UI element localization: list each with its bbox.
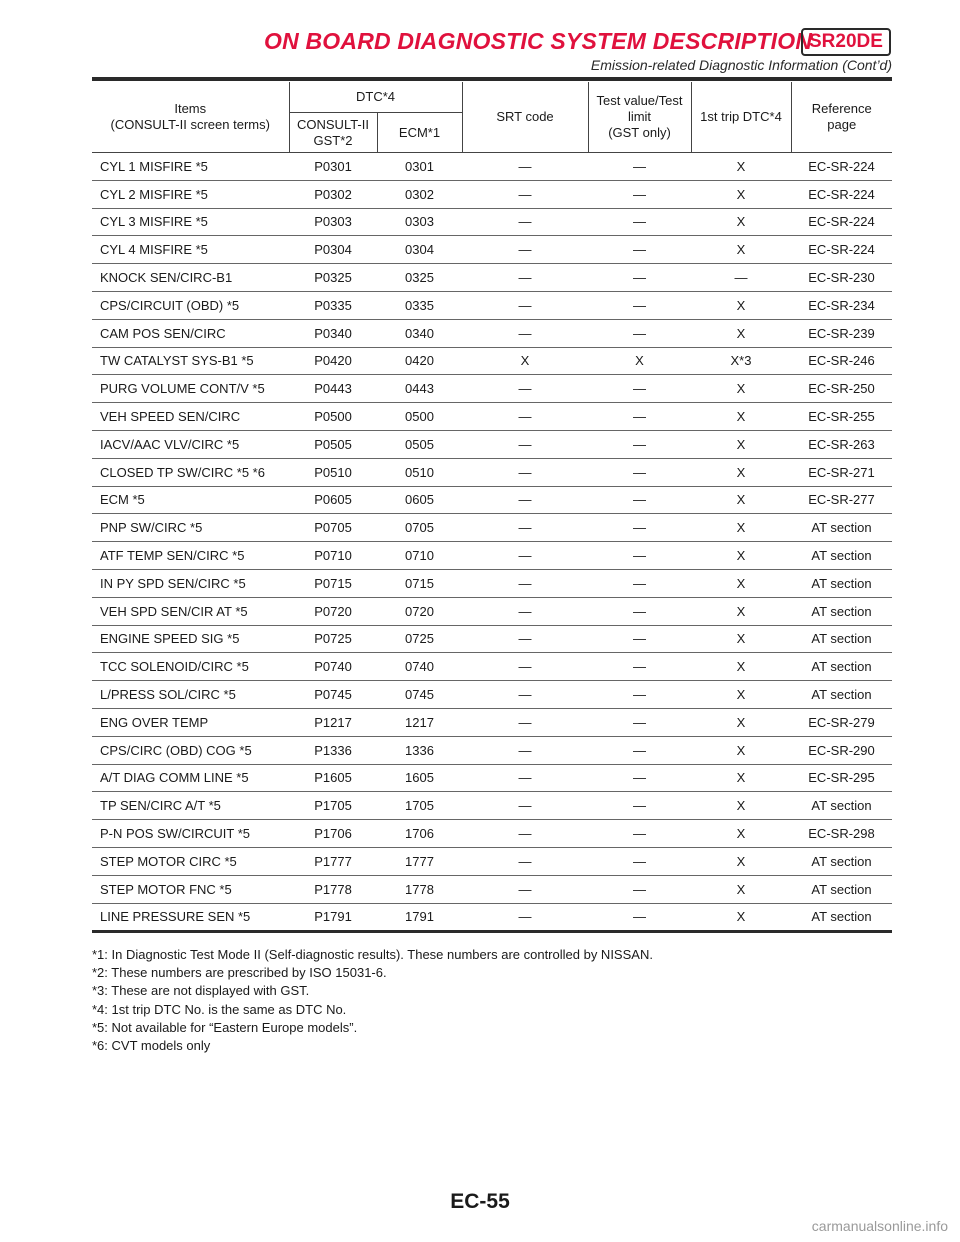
test-value-cell: —	[588, 153, 691, 181]
first-trip-cell: X	[691, 736, 791, 764]
srt-code-cell: X	[462, 347, 588, 375]
table-row	[92, 847, 892, 875]
table-row	[92, 708, 892, 736]
ecm-code-cell: 0510	[377, 458, 462, 486]
table-row	[92, 291, 892, 319]
reference-cell: EC-SR-298	[791, 820, 892, 848]
first-trip-cell: X	[691, 681, 791, 709]
reference-cell: EC-SR-263	[791, 430, 892, 458]
reference-cell: EC-SR-279	[791, 708, 892, 736]
test-value-cell: —	[588, 708, 691, 736]
item-cell: CLOSED TP SW/CIRC *5 *6	[92, 458, 289, 486]
item-cell: TCC SOLENOID/CIRC *5	[92, 653, 289, 681]
test-value-cell: —	[588, 820, 691, 848]
first-trip-cell: X	[691, 208, 791, 236]
first-trip-cell: X	[691, 542, 791, 570]
table-row	[92, 542, 892, 570]
srt-code-cell: —	[462, 291, 588, 319]
consult-code-cell: P0420	[289, 347, 377, 375]
footnote-item: *4: 1st trip DTC No. is the same as DTC No.	[92, 1001, 347, 1017]
first-trip-cell: X	[691, 403, 791, 431]
ecm-code-cell: 0745	[377, 681, 462, 709]
reference-cell: EC-SR-255	[791, 403, 892, 431]
srt-code-cell: —	[462, 597, 588, 625]
reference-cell: EC-SR-224	[791, 236, 892, 264]
srt-code-cell: —	[462, 264, 588, 292]
first-trip-cell: X	[691, 903, 791, 932]
header-reference-page: Reference page	[791, 82, 892, 153]
consult-code-cell: P1705	[289, 792, 377, 820]
first-trip-cell: X	[691, 792, 791, 820]
ecm-code-cell: 0303	[377, 208, 462, 236]
item-cell: ECM *5	[92, 486, 289, 514]
reference-cell: AT section	[791, 681, 892, 709]
test-value-cell: —	[588, 458, 691, 486]
item-cell: LINE PRESSURE SEN *5	[92, 903, 289, 932]
ecm-code-cell: 0304	[377, 236, 462, 264]
consult-code-cell: P1605	[289, 764, 377, 792]
header-first-trip-dtc: 1st trip DTC*4	[691, 82, 791, 153]
test-value-cell: —	[588, 875, 691, 903]
dtc-table	[92, 82, 892, 933]
header-rule	[92, 77, 892, 81]
first-trip-cell: X	[691, 847, 791, 875]
table-row	[92, 764, 892, 792]
item-cell: ATF TEMP SEN/CIRC *5	[92, 542, 289, 570]
ecm-code-cell: 0325	[377, 264, 462, 292]
reference-cell: AT section	[791, 625, 892, 653]
item-cell: CYL 1 MISFIRE *5	[92, 153, 289, 181]
consult-code-cell: P0301	[289, 153, 377, 181]
consult-code-cell: P0720	[289, 597, 377, 625]
first-trip-cell: X	[691, 291, 791, 319]
ecm-code-cell: 0720	[377, 597, 462, 625]
consult-code-cell: P1706	[289, 820, 377, 848]
srt-code-cell: —	[462, 458, 588, 486]
consult-code-cell: P1217	[289, 708, 377, 736]
header-consult-gst: CONSULT-II GST*2	[289, 113, 377, 153]
consult-code-cell: P0335	[289, 291, 377, 319]
ecm-code-cell: 0500	[377, 403, 462, 431]
reference-cell: EC-SR-224	[791, 208, 892, 236]
first-trip-cell: X	[691, 458, 791, 486]
srt-code-cell: —	[462, 708, 588, 736]
test-value-cell: —	[588, 486, 691, 514]
reference-cell: AT section	[791, 653, 892, 681]
item-cell: VEH SPEED SEN/CIRC	[92, 403, 289, 431]
header-ecm: ECM*1	[377, 113, 462, 153]
reference-cell: AT section	[791, 792, 892, 820]
test-value-cell: —	[588, 792, 691, 820]
consult-code-cell: P0740	[289, 653, 377, 681]
consult-code-cell: P0302	[289, 180, 377, 208]
consult-code-cell: P0745	[289, 681, 377, 709]
srt-code-cell: —	[462, 319, 588, 347]
test-value-cell: —	[588, 319, 691, 347]
table-row	[92, 153, 892, 181]
item-cell: ENGINE SPEED SIG *5	[92, 625, 289, 653]
first-trip-cell: X	[691, 375, 791, 403]
first-trip-cell: X	[691, 820, 791, 848]
consult-code-cell: P0725	[289, 625, 377, 653]
item-cell: A/T DIAG COMM LINE *5	[92, 764, 289, 792]
first-trip-cell: X	[691, 597, 791, 625]
ecm-code-cell: 0420	[377, 347, 462, 375]
consult-code-cell: P0715	[289, 569, 377, 597]
reference-cell: AT section	[791, 542, 892, 570]
srt-code-cell: —	[462, 208, 588, 236]
srt-code-cell: —	[462, 903, 588, 932]
header-items: Items (CONSULT-II screen terms)	[92, 82, 289, 153]
table-row	[92, 486, 892, 514]
item-cell: CYL 4 MISFIRE *5	[92, 236, 289, 264]
reference-cell: AT section	[791, 903, 892, 932]
first-trip-cell: —	[691, 264, 791, 292]
item-cell: VEH SPD SEN/CIR AT *5	[92, 597, 289, 625]
page-number: EC-55	[450, 1190, 510, 1213]
reference-cell: EC-SR-277	[791, 486, 892, 514]
item-cell: CYL 2 MISFIRE *5	[92, 180, 289, 208]
first-trip-cell: X	[691, 153, 791, 181]
srt-code-cell: —	[462, 875, 588, 903]
reference-cell: AT section	[791, 597, 892, 625]
reference-cell: EC-SR-230	[791, 264, 892, 292]
ecm-code-cell: 1605	[377, 764, 462, 792]
test-value-cell: —	[588, 736, 691, 764]
table-row	[92, 180, 892, 208]
consult-code-cell: P1778	[289, 875, 377, 903]
ecm-code-cell: 1791	[377, 903, 462, 932]
ecm-code-cell: 0443	[377, 375, 462, 403]
item-cell: PURG VOLUME CONT/V *5	[92, 375, 289, 403]
item-cell: CYL 3 MISFIRE *5	[92, 208, 289, 236]
item-cell: TP SEN/CIRC A/T *5	[92, 792, 289, 820]
consult-code-cell: P1336	[289, 736, 377, 764]
test-value-cell: —	[588, 764, 691, 792]
table-row	[92, 875, 892, 903]
ecm-code-cell: 1336	[377, 736, 462, 764]
table-row	[92, 375, 892, 403]
srt-code-cell: —	[462, 625, 588, 653]
test-value-cell: —	[588, 597, 691, 625]
ecm-code-cell: 0340	[377, 319, 462, 347]
table-row	[92, 458, 892, 486]
reference-cell: EC-SR-295	[791, 764, 892, 792]
srt-code-cell: —	[462, 430, 588, 458]
consult-code-cell: P0500	[289, 403, 377, 431]
ecm-code-cell: 0715	[377, 569, 462, 597]
item-cell: ENG OVER TEMP	[92, 708, 289, 736]
ecm-code-cell: 0605	[377, 486, 462, 514]
item-cell: P-N POS SW/CIRCUIT *5	[92, 820, 289, 848]
footnote-item: *6: CVT models only	[92, 1038, 211, 1054]
section-subtitle: Emission-related Diagnostic Information (Cont’d)	[590, 57, 892, 73]
srt-code-cell: —	[462, 375, 588, 403]
first-trip-cell: X	[691, 653, 791, 681]
reference-cell: AT section	[791, 875, 892, 903]
srt-code-cell: —	[462, 236, 588, 264]
table-row	[92, 681, 892, 709]
srt-code-cell: —	[462, 847, 588, 875]
item-cell: IN PY SPD SEN/CIRC *5	[92, 569, 289, 597]
first-trip-cell: X	[691, 569, 791, 597]
ecm-code-cell: 0335	[377, 291, 462, 319]
item-cell: TW CATALYST SYS-B1 *5	[92, 347, 289, 375]
reference-cell: EC-SR-224	[791, 180, 892, 208]
test-value-cell: —	[588, 681, 691, 709]
item-cell: PNP SW/CIRC *5	[92, 514, 289, 542]
test-value-cell: —	[588, 291, 691, 319]
consult-code-cell: P0605	[289, 486, 377, 514]
first-trip-cell: X	[691, 319, 791, 347]
footnote-item: *1: In Diagnostic Test Mode II (Self-diagnostic results). These numbers are controlled by NISSAN.	[92, 947, 653, 962]
reference-cell: EC-SR-246	[791, 347, 892, 375]
test-value-cell: —	[588, 625, 691, 653]
table-row	[92, 430, 892, 458]
footnote-item: *3: These are not displayed with GST.	[92, 983, 310, 999]
consult-code-cell: P0304	[289, 236, 377, 264]
test-value-cell: —	[588, 569, 691, 597]
watermark: carmanualsonline.info	[811, 1218, 948, 1234]
srt-code-cell: —	[462, 653, 588, 681]
item-cell: CAM POS SEN/CIRC	[92, 319, 289, 347]
ecm-code-cell: 0301	[377, 153, 462, 181]
consult-code-cell: P0505	[289, 430, 377, 458]
table-row	[92, 569, 892, 597]
srt-code-cell: —	[462, 403, 588, 431]
table-row	[92, 514, 892, 542]
srt-code-cell: —	[462, 764, 588, 792]
item-cell: L/PRESS SOL/CIRC *5	[92, 681, 289, 709]
srt-code-cell: —	[462, 792, 588, 820]
first-trip-cell: X	[691, 708, 791, 736]
test-value-cell: —	[588, 903, 691, 932]
item-cell: STEP MOTOR CIRC *5	[92, 847, 289, 875]
first-trip-cell: X	[691, 180, 791, 208]
ecm-code-cell: 0302	[377, 180, 462, 208]
test-value-cell: —	[588, 542, 691, 570]
consult-code-cell: P0340	[289, 319, 377, 347]
ecm-code-cell: 0740	[377, 653, 462, 681]
footnote-item: *5: Not available for “Eastern Europe models”.	[92, 1019, 358, 1035]
page-header	[0, 0, 960, 80]
first-trip-cell: X	[691, 430, 791, 458]
srt-code-cell: —	[462, 180, 588, 208]
first-trip-cell: X	[691, 764, 791, 792]
item-cell: KNOCK SEN/CIRC-B1	[92, 264, 289, 292]
table-row	[92, 264, 892, 292]
srt-code-cell: —	[462, 736, 588, 764]
table-row	[92, 625, 892, 653]
consult-code-cell: P0325	[289, 264, 377, 292]
ecm-code-cell: 1777	[377, 847, 462, 875]
table-row	[92, 820, 892, 848]
consult-code-cell: P0705	[289, 514, 377, 542]
reference-cell: AT section	[791, 569, 892, 597]
srt-code-cell: —	[462, 681, 588, 709]
first-trip-cell: X	[691, 625, 791, 653]
table-row	[92, 736, 892, 764]
reference-cell: AT section	[791, 847, 892, 875]
table-row	[92, 792, 892, 820]
header-dtc: DTC*4	[289, 82, 462, 113]
ecm-code-cell: 1778	[377, 875, 462, 903]
reference-cell: EC-SR-239	[791, 319, 892, 347]
srt-code-cell: —	[462, 514, 588, 542]
consult-code-cell: P0303	[289, 208, 377, 236]
consult-code-cell: P0443	[289, 375, 377, 403]
ecm-code-cell: 1706	[377, 820, 462, 848]
ecm-code-cell: 1705	[377, 792, 462, 820]
consult-code-cell: P0710	[289, 542, 377, 570]
srt-code-cell: —	[462, 569, 588, 597]
consult-code-cell: P0510	[289, 458, 377, 486]
consult-code-cell: P1777	[289, 847, 377, 875]
srt-code-cell: —	[462, 486, 588, 514]
srt-code-cell: —	[462, 153, 588, 181]
item-cell: CPS/CIRCUIT (OBD) *5	[92, 291, 289, 319]
first-trip-cell: X	[691, 236, 791, 264]
test-value-cell: —	[588, 236, 691, 264]
test-value-cell: —	[588, 180, 691, 208]
first-trip-cell: X	[691, 514, 791, 542]
table-row	[92, 903, 892, 932]
item-cell: STEP MOTOR FNC *5	[92, 875, 289, 903]
first-trip-cell: X*3	[691, 347, 791, 375]
header-srt-code: SRT code	[462, 82, 588, 153]
test-value-cell: —	[588, 264, 691, 292]
table-row	[92, 597, 892, 625]
reference-cell: AT section	[791, 514, 892, 542]
first-trip-cell: X	[691, 486, 791, 514]
srt-code-cell: —	[462, 820, 588, 848]
consult-code-cell: P1791	[289, 903, 377, 932]
test-value-cell: —	[588, 430, 691, 458]
srt-code-cell: —	[462, 542, 588, 570]
ecm-code-cell: 0710	[377, 542, 462, 570]
test-value-cell: X	[588, 347, 691, 375]
table-row	[92, 403, 892, 431]
reference-cell: EC-SR-224	[791, 153, 892, 181]
table-row	[92, 319, 892, 347]
item-cell: IACV/AAC VLV/CIRC *5	[92, 430, 289, 458]
table-row	[92, 208, 892, 236]
test-value-cell: —	[588, 403, 691, 431]
footnote-item: *2: These numbers are prescribed by ISO 15031-6.	[92, 965, 387, 981]
first-trip-cell: X	[691, 875, 791, 903]
reference-cell: EC-SR-271	[791, 458, 892, 486]
ecm-code-cell: 1217	[377, 708, 462, 736]
ecm-code-cell: 0725	[377, 625, 462, 653]
header-test-value: Test value/Test limit (GST only)	[588, 82, 691, 153]
ecm-code-cell: 0705	[377, 514, 462, 542]
test-value-cell: —	[588, 375, 691, 403]
reference-cell: EC-SR-234	[791, 291, 892, 319]
reference-cell: EC-SR-290	[791, 736, 892, 764]
section-title: ON BOARD DIAGNOSTIC SYSTEM DESCRIPTION	[264, 28, 813, 54]
table-row	[92, 236, 892, 264]
table-row	[92, 347, 892, 375]
test-value-cell: —	[588, 514, 691, 542]
test-value-cell: —	[588, 847, 691, 875]
table-row	[92, 653, 892, 681]
test-value-cell: —	[588, 653, 691, 681]
footnotes	[92, 946, 653, 1055]
model-badge: SR20DE	[801, 28, 891, 56]
ecm-code-cell: 0505	[377, 430, 462, 458]
table-body	[92, 153, 892, 932]
item-cell: CPS/CIRC (OBD) COG *5	[92, 736, 289, 764]
test-value-cell: —	[588, 208, 691, 236]
reference-cell: EC-SR-250	[791, 375, 892, 403]
